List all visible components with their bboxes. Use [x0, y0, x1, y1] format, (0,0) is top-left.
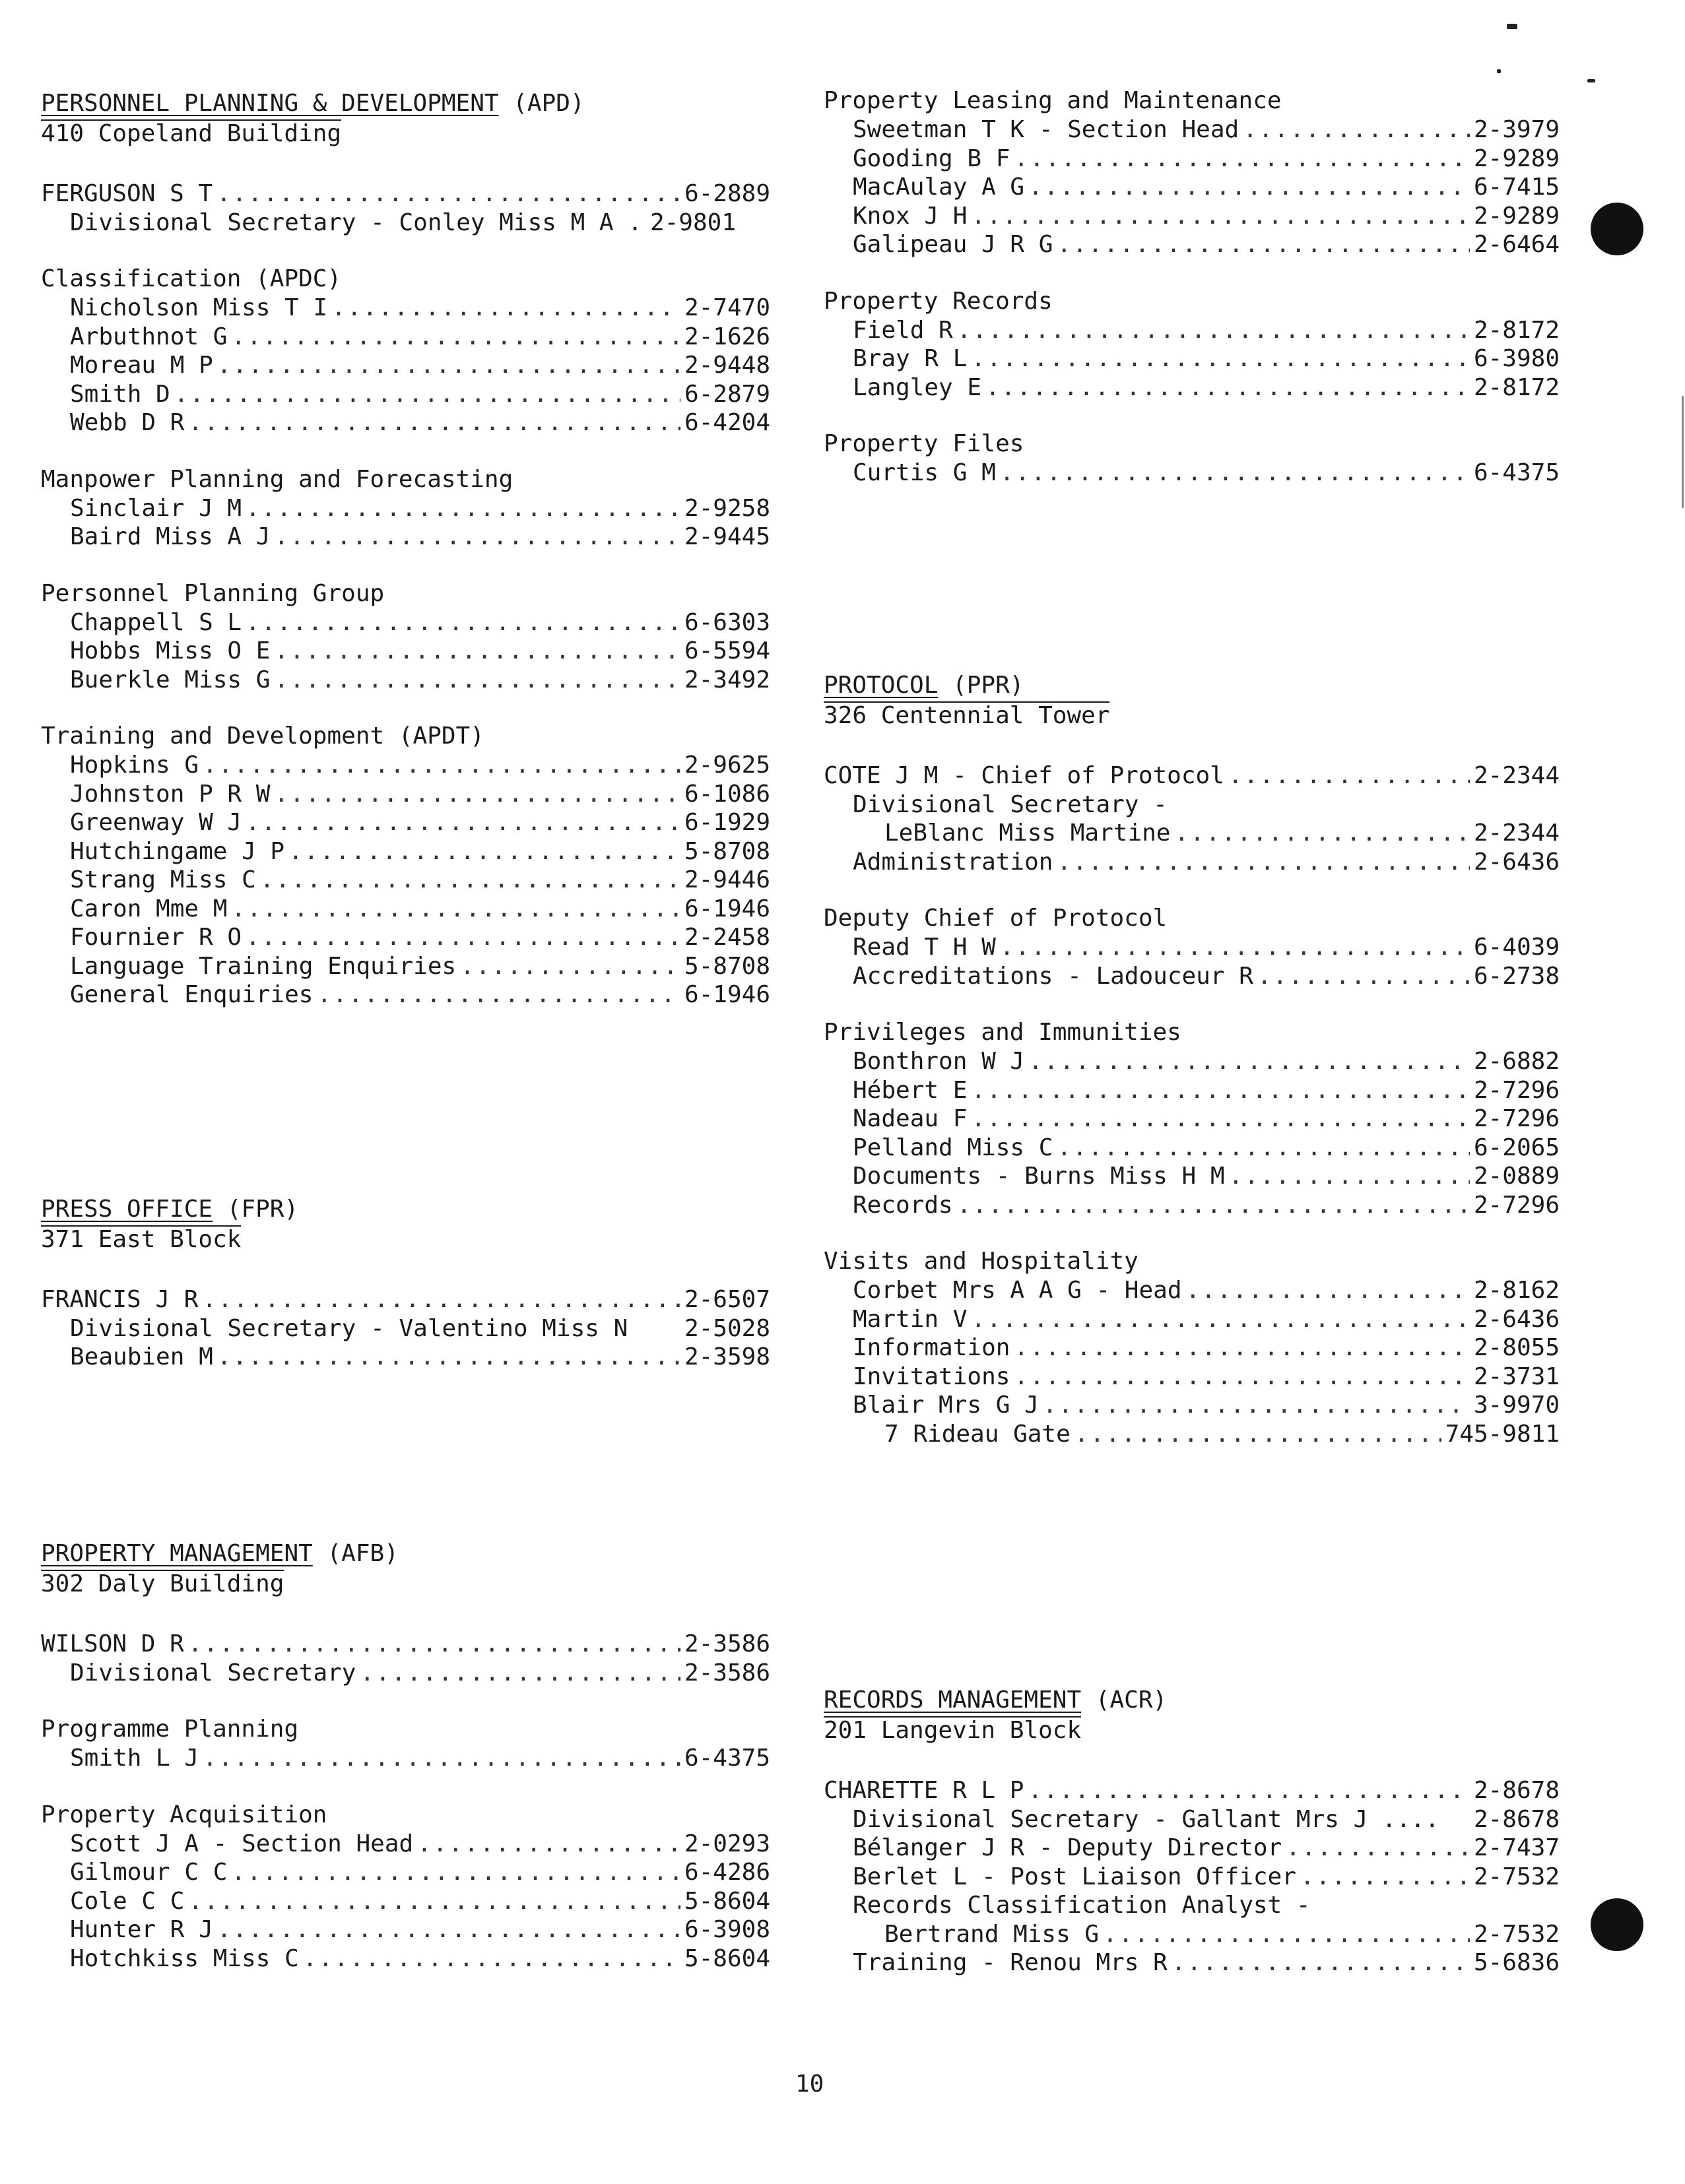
- section-personnel-planning: [41, 88, 770, 1010]
- section-address: 371 East Block: [41, 1226, 242, 1253]
- entry-name: General Enquiries: [70, 981, 314, 1008]
- leader-dots: [1229, 1162, 1470, 1191]
- entry-name: Greenway W J: [70, 809, 242, 836]
- entry-phone: 2-8162: [1473, 1277, 1560, 1304]
- directory-row: [41, 608, 770, 637]
- section-title: PERSONNEL PLANNING & DEVELOPMENT (APD): [41, 90, 585, 117]
- directory-row: 7 Rideau Gate ..... 745-9811: [824, 1420, 1560, 1449]
- directory-row: [41, 494, 770, 523]
- leader-dots: [1043, 1391, 1470, 1420]
- group-planning: [41, 579, 770, 695]
- entry-name: Hunter R J: [70, 1916, 213, 1943]
- directory-row: [41, 408, 770, 437]
- leader-dots: [274, 637, 680, 666]
- entry-phone: 2-7296: [1473, 1076, 1560, 1104]
- directory-row: [41, 808, 770, 837]
- entry-phone: 6-1086: [684, 780, 770, 808]
- entry-phone: 2-8055: [1473, 1334, 1560, 1361]
- entry-phone: 6-2879: [684, 380, 770, 408]
- entry-name: Bélanger J R - Deputy Director: [853, 1834, 1282, 1861]
- entry-name: Hobbs Miss O E: [70, 637, 271, 664]
- leader-dots: [231, 895, 680, 924]
- entry-phone: 2-8172: [1473, 373, 1560, 401]
- directory-row: [41, 980, 770, 1010]
- entry-phone: 6-1929: [684, 809, 770, 836]
- entry-phone: 6-4286: [684, 1859, 770, 1886]
- leader-dots: [246, 808, 680, 837]
- entry-phone: 2-0889: [1473, 1163, 1560, 1190]
- entry-phone: 2-2458: [684, 924, 770, 951]
- directory-row: [41, 1343, 770, 1372]
- entry-name: Chappell S L: [70, 608, 242, 636]
- leader-dots: [971, 1305, 1470, 1334]
- directory-row: Divisional Secretary ..... 2-3586: [41, 1659, 770, 1688]
- leader-dots: [971, 1076, 1470, 1105]
- leader-dots: [1057, 1134, 1470, 1163]
- entry-phone: 2-7437: [1473, 1834, 1560, 1861]
- directory-row: [41, 1830, 770, 1859]
- punch-hole: [1591, 203, 1643, 255]
- entry-name: MacAulay A G: [853, 174, 1025, 201]
- entry-phone: 2-7470: [684, 294, 770, 321]
- entry-name: Invitations: [853, 1363, 1010, 1390]
- directory-row: [824, 1276, 1560, 1305]
- leader-dots: [1014, 145, 1470, 174]
- section-protocol: [824, 670, 1560, 1448]
- entry-name: Blair Mrs G J: [853, 1392, 1039, 1419]
- entry-phone: 3-9970: [1473, 1392, 1560, 1419]
- leader-dots: [1028, 1047, 1470, 1076]
- entry-phone: 2-7296: [1473, 1105, 1560, 1132]
- leader-dots: [957, 316, 1470, 345]
- leader-dots: [1057, 230, 1470, 259]
- directory-row: Bertrand Miss G ..... 2-7532: [824, 1920, 1560, 1949]
- section-address: 302 Daly Building: [41, 1570, 284, 1597]
- directory-row: [824, 202, 1560, 231]
- directory-row: [41, 666, 770, 695]
- directory-row: [41, 323, 770, 352]
- entry-name: Divisional Secretary - Valentino Miss N: [70, 1314, 628, 1342]
- directory-row: Training - Renou Mrs R ..... 5-6836: [824, 1948, 1560, 1977]
- section-title: PRESS OFFICE (FPR): [41, 1196, 299, 1223]
- section-title: PROPERTY MANAGEMENT (AFB): [41, 1540, 399, 1567]
- directory-row: [41, 837, 770, 866]
- leader-dots: [274, 666, 680, 695]
- entry-name: Bray R L: [853, 345, 968, 372]
- entry-name: Langley E: [853, 373, 982, 401]
- section-title: PROTOCOL (PPR): [824, 672, 1024, 699]
- leader-dots: [217, 1915, 680, 1944]
- entry-name: Baird Miss A J: [70, 523, 271, 550]
- directory-row: CHARETTE R L P ..... 2-8678: [824, 1776, 1560, 1805]
- section-address: 201 Langevin Block: [824, 1717, 1082, 1744]
- entry-phone: 6-4204: [684, 409, 770, 436]
- entry-name: Scott J A - Section Head: [70, 1830, 414, 1857]
- entry-phone: 6-4039: [1473, 934, 1560, 961]
- directory-row: [41, 952, 770, 981]
- entry-name: Nadeau F: [853, 1105, 968, 1132]
- entry-name: Curtis G M: [853, 459, 996, 486]
- section-address: 410 Copeland Building: [41, 120, 342, 147]
- entry-name: Smith D: [70, 380, 170, 408]
- directory-row: Administration ..... 2-6436: [824, 848, 1560, 877]
- directory-row: [824, 1134, 1560, 1163]
- directory-row: [41, 1887, 770, 1916]
- entry-phone: 2-5028: [684, 1314, 770, 1342]
- entry-phone: 6-5594: [684, 637, 770, 664]
- entry-name: Gilmour C C: [70, 1859, 228, 1886]
- section-records-management: [824, 1685, 1560, 1977]
- entry-phone: 2-3598: [684, 1343, 770, 1370]
- entry-name: Knox J H: [853, 202, 968, 230]
- entry-name: Strang Miss C: [70, 866, 256, 893]
- group-heading: Manpower Planning and Forecasting: [41, 465, 513, 493]
- directory-row: [41, 351, 770, 380]
- group-heading: Visits and Hospitality: [824, 1248, 1139, 1275]
- page-number: 10: [795, 2071, 824, 2098]
- entry-name: Martin V: [853, 1305, 968, 1333]
- directory-row: [824, 1863, 1560, 1892]
- entry-name: Sweetman T K - Section Head: [853, 116, 1239, 143]
- entry-name: Sinclair J M: [70, 494, 242, 522]
- directory-row: [824, 1076, 1560, 1105]
- directory-row: [824, 1363, 1560, 1392]
- entry-phone: 2-3979: [1473, 116, 1560, 143]
- leader-dots: [188, 1887, 680, 1916]
- leader-dots: [1257, 962, 1470, 991]
- entry-phone: 6-2065: [1473, 1134, 1560, 1161]
- section-address: 326 Centennial Tower: [824, 702, 1110, 729]
- leader-dots: [971, 202, 1470, 231]
- entry-phone: 2-6436: [1473, 1305, 1560, 1333]
- directory-row: FERGUSON S T ..... 6-2889: [41, 179, 770, 209]
- entry-phone: 2-3492: [684, 666, 770, 693]
- leader-dots: [1028, 173, 1470, 202]
- entry-phone: 5-8708: [684, 952, 770, 980]
- directory-row: [41, 895, 770, 924]
- leader-dots: [331, 294, 680, 323]
- leader-dots: [203, 751, 680, 780]
- directory-row: [41, 780, 770, 809]
- scan-speck: [1497, 69, 1501, 73]
- entry-phone: 6-1946: [684, 981, 770, 1008]
- directory-row-continued: Records Classification Analyst -: [853, 1892, 1311, 1919]
- directory-row: [41, 751, 770, 780]
- directory-row: [824, 1805, 1560, 1834]
- entry-phone: 2-8678: [1473, 1805, 1560, 1833]
- entry-phone: 2-9448: [684, 352, 770, 379]
- directory-row: [41, 1915, 770, 1944]
- group-heading: Property Files: [824, 430, 1024, 457]
- entry-phone: 2-6464: [1473, 231, 1560, 258]
- entry-name: Documents - Burns Miss H M: [853, 1163, 1225, 1190]
- leader-dots: [217, 1343, 680, 1372]
- leader-dots: [971, 1105, 1470, 1134]
- leader-dots: [1243, 115, 1470, 145]
- entry-phone: 2-1626: [684, 323, 770, 350]
- entry-name: Field R: [853, 316, 953, 344]
- entry-phone: 2-9446: [684, 866, 770, 893]
- directory-row: FRANCIS J R ..... 2-6507: [41, 1285, 770, 1314]
- entry-phone: 5-8604: [684, 1887, 770, 1915]
- directory-row: [41, 1944, 770, 1974]
- group-heading: Training and Development (APDT): [41, 723, 484, 750]
- entry-name: Buerkle Miss G: [70, 666, 271, 693]
- entry-name: Smith L J: [70, 1745, 199, 1772]
- leader-dots: [246, 923, 680, 952]
- group-heading: Property Records: [824, 287, 1053, 315]
- directory-row: [41, 1314, 770, 1343]
- entry-name: Arbuthnot G: [70, 323, 228, 350]
- directory-row: [824, 1047, 1560, 1076]
- scan-speck: [1507, 24, 1517, 29]
- directory-row: [824, 230, 1560, 259]
- entry-name: Corbet Mrs A A G - Head: [853, 1277, 1182, 1304]
- entry-name: Webb D R: [70, 409, 185, 436]
- leader-dots: [1286, 1834, 1470, 1863]
- entry-name: Berlet L - Post Liaison Officer: [853, 1863, 1296, 1890]
- leader-dots: [985, 373, 1470, 402]
- entry-phone: 5-8708: [684, 837, 770, 865]
- entry-phone: 5-8604: [684, 1944, 770, 1972]
- directory-row: [824, 1191, 1560, 1220]
- leader-dots: [1014, 1333, 1470, 1363]
- entry-phone: 6-4375: [684, 1745, 770, 1772]
- directory-row: [824, 1105, 1560, 1134]
- entry-phone: 2-6882: [1473, 1048, 1560, 1075]
- entry-phone: 2-9445: [684, 523, 770, 550]
- entry-phone: 6-3980: [1473, 345, 1560, 372]
- entry-name: Bonthron W J: [853, 1048, 1025, 1075]
- leader-dots: [246, 494, 680, 523]
- directory-row: [824, 344, 1560, 373]
- directory-row: [824, 1305, 1560, 1334]
- entry-name: Pelland Miss C: [853, 1134, 1053, 1161]
- leader-dots: [231, 1858, 680, 1887]
- group-heading: Property Acquisition: [41, 1801, 327, 1828]
- group-heading: Personnel Planning Group: [41, 579, 385, 607]
- entry-name: Divisional Secretary - Gallant Mrs J ....: [853, 1805, 1439, 1833]
- entry-phone: 2-7532: [1473, 1863, 1560, 1890]
- group-heading: Classification (APDC): [41, 265, 342, 292]
- directory-row: [824, 1834, 1560, 1863]
- group-heading: Programme Planning: [41, 1716, 299, 1743]
- entry-phone: 2-7296: [1473, 1191, 1560, 1219]
- directory-row: COTE J M - Chief of Protocol ..... 2-2344: [824, 761, 1560, 790]
- entry-name: Hotchkiss Miss C: [70, 1944, 299, 1972]
- directory-row: [41, 923, 770, 952]
- punch-hole: [1591, 1898, 1643, 1951]
- directory-row: [824, 316, 1560, 345]
- directory-row: [41, 294, 770, 323]
- directory-row: [824, 1162, 1560, 1191]
- scan-edge: [1682, 396, 1684, 508]
- group-heading: Property Leasing and Maintenance: [824, 87, 1282, 114]
- leader-dots: [260, 866, 680, 895]
- group-heading: Deputy Chief of Protocol: [824, 905, 1168, 932]
- entry-phone: 2-9289: [1473, 202, 1560, 230]
- entry-name: Information: [853, 1334, 1010, 1361]
- entry-name: Beaubien M: [70, 1343, 213, 1370]
- leader-dots: [460, 952, 680, 981]
- group-acquisition: [41, 1801, 770, 1974]
- entry-phone: 6-3908: [684, 1916, 770, 1943]
- entry-name: Records: [853, 1191, 953, 1219]
- leader-dots: [288, 837, 680, 866]
- leader-dots: [1186, 1276, 1470, 1305]
- directory-row-continued: Divisional Secretary -: [853, 790, 1168, 818]
- entry-name: Nicholson Miss T I: [70, 294, 328, 321]
- leader-dots: [957, 1191, 1470, 1220]
- directory-row: [824, 962, 1560, 991]
- leader-dots: [303, 1944, 680, 1974]
- entry-phone: 2-9258: [684, 494, 770, 522]
- entry-phone: 2-9289: [1473, 145, 1560, 172]
- scan-speck: [1587, 79, 1595, 82]
- entry-name: Hutchingame J P: [70, 837, 285, 865]
- section-property-management: [41, 1539, 770, 1973]
- leader-dots: [246, 608, 680, 637]
- leader-dots: [274, 523, 680, 552]
- entry-name: Moreau M P: [70, 352, 213, 379]
- directory-row: [824, 1333, 1560, 1363]
- entry-name: Hébert E: [853, 1076, 968, 1104]
- entry-name: Hopkins G: [70, 752, 199, 779]
- leader-dots: [1300, 1863, 1470, 1892]
- entry-name: Read T H W: [853, 934, 996, 961]
- section-press-office: [41, 1194, 770, 1372]
- group-programme: [41, 1715, 770, 1773]
- directory-row: [824, 173, 1560, 202]
- leader-dots: [203, 1744, 680, 1773]
- leader-dots: [1014, 1363, 1470, 1392]
- directory-row: WILSON D R ..... 2-3586: [41, 1630, 770, 1659]
- directory-row: [824, 933, 1560, 962]
- leader-dots: [317, 980, 680, 1010]
- entry-phone: 2-3731: [1473, 1363, 1560, 1390]
- entry-phone: 2-8172: [1473, 316, 1560, 344]
- leader-dots: [1000, 933, 1470, 962]
- entry-name: Galipeau J R G: [853, 231, 1053, 258]
- directory-row: [824, 373, 1560, 402]
- leader-dots: [274, 780, 680, 809]
- leader-dots: [217, 351, 680, 380]
- directory-row: [824, 459, 1560, 488]
- leader-dots: [971, 344, 1470, 373]
- entry-phone: 6-4375: [1473, 459, 1560, 486]
- entry-phone: 2-0293: [684, 1830, 770, 1857]
- group-heading: Privileges and Immunities: [824, 1019, 1181, 1046]
- group-leasing: [824, 86, 1560, 488]
- group-training: [41, 722, 770, 1010]
- entry-name: Johnston P R W: [70, 780, 271, 808]
- leader-dots: [174, 380, 680, 409]
- entry-name: Fournier R O: [70, 924, 242, 951]
- directory-row: [824, 1391, 1560, 1420]
- directory-row: [41, 523, 770, 552]
- entry-name: Gooding B F: [853, 145, 1010, 172]
- directory-row: [824, 145, 1560, 174]
- entry-name: Caron Mme M: [70, 895, 228, 922]
- entry-phone: 6-6303: [684, 608, 770, 636]
- section-title: RECORDS MANAGEMENT (ACR): [824, 1686, 1168, 1714]
- leader-dots: [231, 323, 680, 352]
- directory-row: [41, 1858, 770, 1887]
- directory-row: [41, 1744, 770, 1773]
- leader-dots: [417, 1830, 680, 1859]
- directory-row: Divisional Secretary - Conley Miss M A . 2-9801: [70, 209, 736, 236]
- entry-phone: 6-2738: [1473, 962, 1560, 990]
- entry-name: Cole C C: [70, 1887, 185, 1915]
- entry-phone: 6-1946: [684, 895, 770, 922]
- leader-dots: [1000, 459, 1470, 488]
- directory-row: [41, 866, 770, 895]
- directory-row: LeBlanc Miss Martine ..... 2-2344: [824, 819, 1560, 848]
- group-classification: [41, 265, 770, 437]
- directory-row: [824, 115, 1560, 145]
- entry-phone: 2-9625: [684, 752, 770, 779]
- directory-row: [41, 380, 770, 409]
- leader-dots: [188, 408, 680, 437]
- entry-phone: 6-7415: [1473, 174, 1560, 201]
- entry-name: Accreditations - Ladouceur R: [853, 962, 1253, 990]
- group-manpower: [41, 465, 770, 552]
- directory-row: [41, 637, 770, 666]
- entry-name: Language Training Enquiries: [70, 952, 457, 980]
